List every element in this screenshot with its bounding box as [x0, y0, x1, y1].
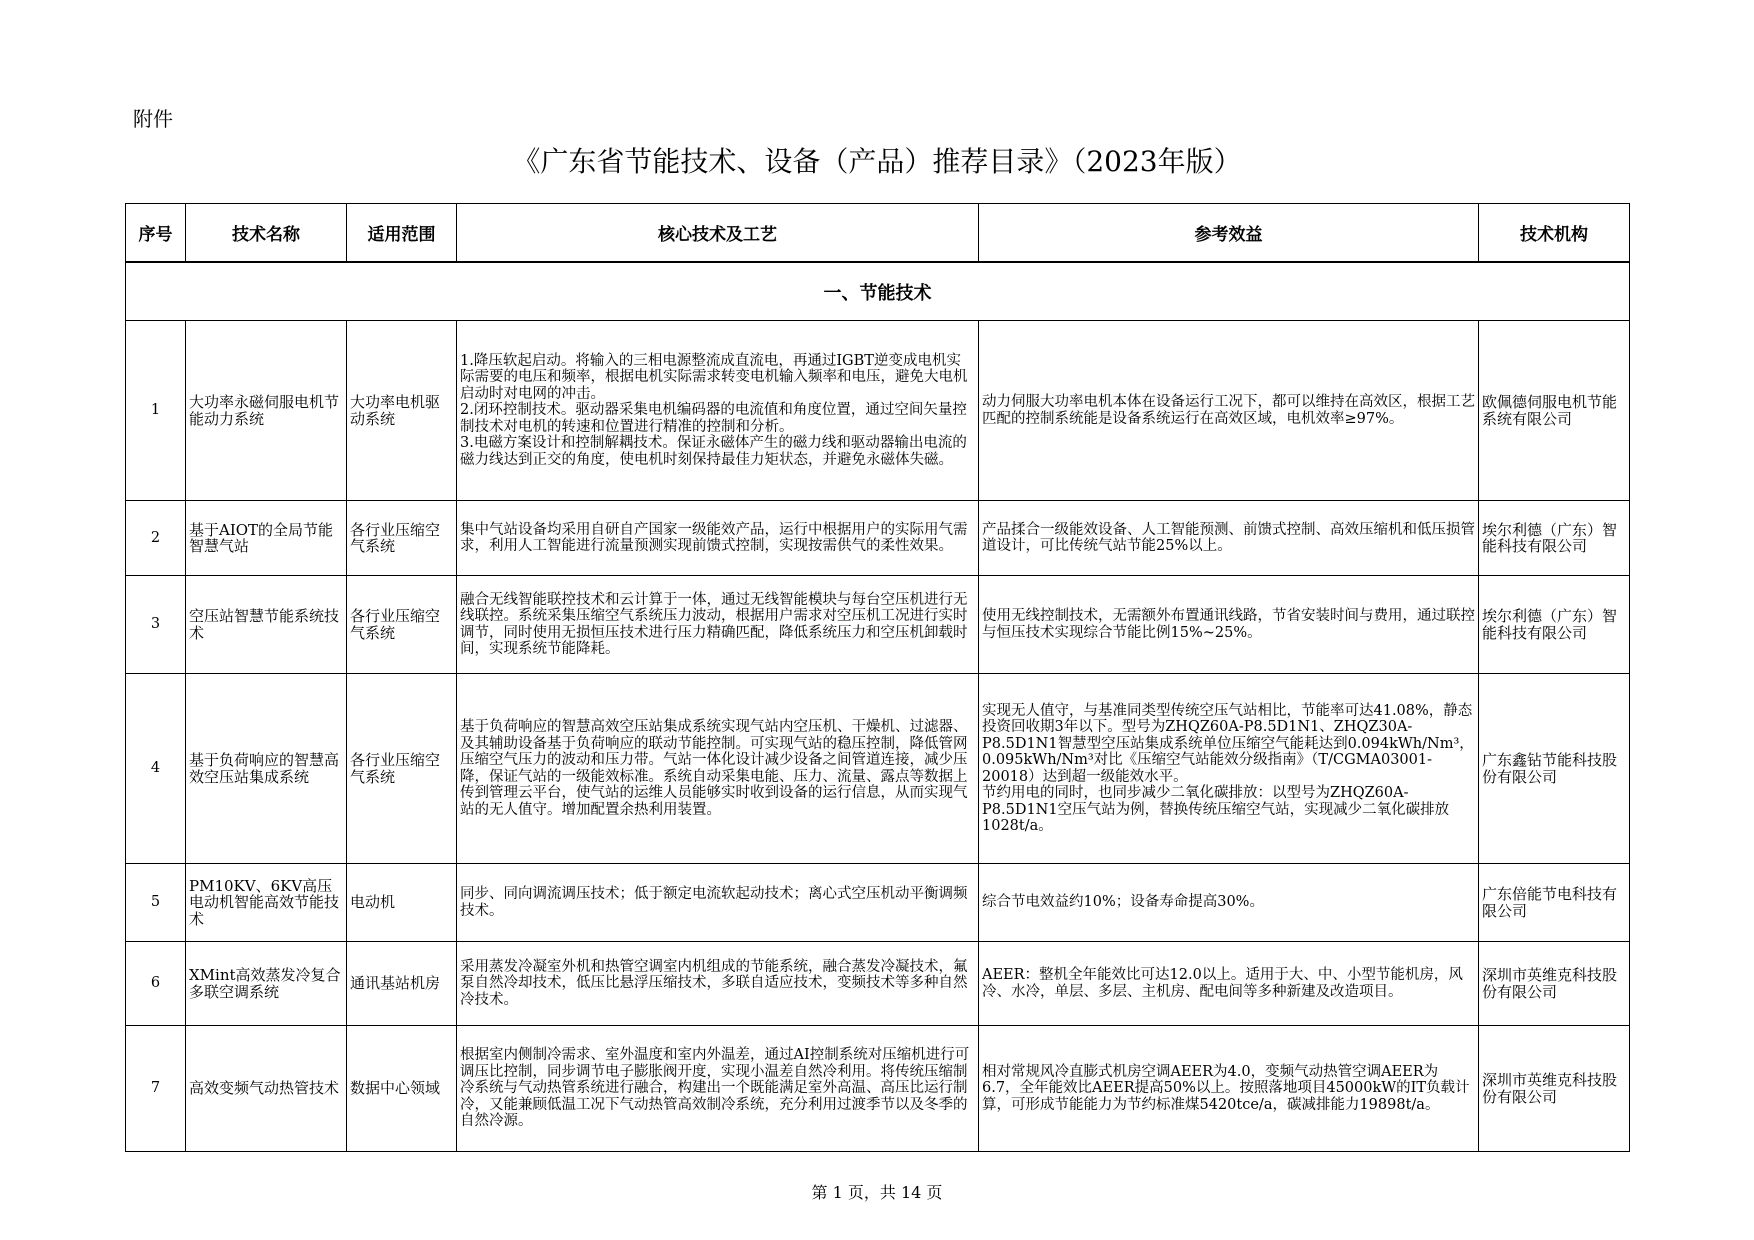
cell-no: 5	[126, 864, 186, 942]
cell-effect: 使用无线控制技术，无需额外布置通讯线路，节省安装时间与费用，通过联控与恒压技术实现综合节能比例15%~25%。	[979, 576, 1479, 674]
cell-name: PM10KV、6KV高压电动机智能高效节能技术	[186, 864, 347, 942]
table-row	[126, 864, 1630, 942]
header-effect: 参考效益	[979, 204, 1479, 263]
table-row	[126, 576, 1630, 674]
cell-name: 高效变频气动热管技术	[186, 1026, 347, 1152]
cell-core: 根据室内侧制冷需求、室外温度和室内外温差，通过AI控制系统对压缩机进行可调压比控制，同步调节电子膨胀阀开度，实现小温差自然冷利用。将传统压缩制冷系统与气动热管系统进行融合，构建出一个既能满足室外高温、高压比运行制冷，又能兼顾低温工况下气动热管高效制冷系统，充分利用过渡季节以及冬季的自然冷源。	[457, 1026, 979, 1152]
cell-effect: 实现无人值守，与基准同类型传统空压气站相比，节能率可达41.08%，静态投资回收期3年以下。型号为ZHQZ60A-P8.5D1N1、ZHQZ30A-P8.5D1N1智慧型空压站集成系统单位压缩空气能耗达到0.094kWh/Nm³，0.095kWh/Nm³对比《压缩空气站能效分级指南》（T/CGMA03001-20018）达到超一级能效水平。 节约用电的同时，也同步减少二氧化碳排放：以型号为ZHQZ60A-P8.5D1N1空压气站为例，替换传统压缩空气站，实现减少二氧化碳排放1028t/a。	[979, 674, 1479, 864]
table-row	[126, 501, 1630, 576]
table-row	[126, 321, 1630, 501]
header-name: 技术名称	[186, 204, 347, 263]
cell-org: 深圳市英维克科技股份有限公司	[1479, 1026, 1630, 1152]
cell-org: 广东倍能节电科技有限公司	[1479, 864, 1630, 942]
cell-no: 2	[126, 501, 186, 576]
cell-name: 基于AIOT的全局节能智慧气站	[186, 501, 347, 576]
header-core: 核心技术及工艺	[457, 204, 979, 263]
cell-org: 埃尔利德（广东）智能科技有限公司	[1479, 501, 1630, 576]
cell-core: 采用蒸发冷凝室外机和热管空调室内机组成的节能系统，融合蒸发冷凝技术，氟泵自然冷却技术，低压比悬浮压缩技术，多联自适应技术，变频技术等多种自然冷技术。	[457, 942, 979, 1026]
cell-name: 基于负荷响应的智慧高效空压站集成系统	[186, 674, 347, 864]
cell-no: 7	[126, 1026, 186, 1152]
cell-core: 集中气站设备均采用自研自产国家一级能效产品，运行中根据用户的实际用气需求，利用人工智能进行流量预测实现前馈式控制，实现按需供气的柔性效果。	[457, 501, 979, 576]
cell-org: 深圳市英维克科技股份有限公司	[1479, 942, 1630, 1026]
cell-effect: 动力伺服大功率电机本体在设备运行工况下，都可以维持在高效区，根据工艺匹配的控制系统能是设备系统运行在高效区域，电机效率≥97%。	[979, 321, 1479, 501]
header-scope: 适用范围	[347, 204, 457, 263]
catalog-table	[125, 203, 1630, 1152]
table-row	[126, 942, 1630, 1026]
cell-effect: 相对常规风冷直膨式机房空调AEER为4.0，变频气动热管空调AEER为6.7，全年能效比AEER提高50%以上。按照落地项目45000kW的IT负载计算，可形成节能能力为节约标准煤5420tce/a，碳减排能力19898t/a。	[979, 1026, 1479, 1152]
cell-effect: 综合节电效益约10%；设备寿命提高30%。	[979, 864, 1479, 942]
table-row	[126, 1026, 1630, 1152]
cell-name: 大功率永磁伺服电机节能动力系统	[186, 321, 347, 501]
document-title: 《广东省节能技术、设备（产品）推荐目录》（2023年版）	[512, 145, 1242, 178]
cell-org: 埃尔利德（广东）智能科技有限公司	[1479, 576, 1630, 674]
table-row	[126, 674, 1630, 864]
header-no: 序号	[126, 204, 186, 263]
cell-no: 4	[126, 674, 186, 864]
attachment-label: 附件	[133, 107, 173, 131]
cell-core: 同步、同向调流调压技术；低于额定电流软起动技术；离心式空压机动平衡调频技术。	[457, 864, 979, 942]
cell-core: 1.降压软起启动。将输入的三相电源整流成直流电，再通过IGBT逆变成电机实际需要的电压和频率，根据电机实际需求转变电机输入频率和电压，避免大电机启动时对电网的冲击。 2.闭环控制技术。驱动器采集电机编码器的电流值和角度位置，通过空间矢量控制技术对电机的转速和位置进行精准的控制和分析。 3.电磁方案设计和控制解耦技术。保证永磁体产生的磁力线和驱动器输出电流的磁力线达到正交的角度，使电机时刻保持最佳力矩状态，并避免永磁体失磁。	[457, 321, 979, 501]
cell-effect: AEER：整机全年能效比可达12.0以上。适用于大、中、小型节能机房，风冷、水冷，单层、多层、主机房、配电间等多种新建及改造项目。	[979, 942, 1479, 1026]
cell-scope: 电动机	[347, 864, 457, 942]
cell-scope: 各行业压缩空气系统	[347, 576, 457, 674]
table-header-row	[126, 204, 1630, 263]
cell-name: 空压站智慧节能系统技术	[186, 576, 347, 674]
cell-name: XMint高效蒸发冷复合多联空调系统	[186, 942, 347, 1026]
cell-effect: 产品揉合一级能效设备、人工智能预测、前馈式控制、高效压缩机和低压损管道设计，可比传统气站节能25%以上。	[979, 501, 1479, 576]
cell-core: 基于负荷响应的智慧高效空压站集成系统实现气站内空压机、干燥机、过滤器、及其辅助设备基于负荷响应的联动节能控制。可实现气站的稳压控制，降低管网压缩空气压力的波动和压力带。气站一体化设计减少设备之间管道连接，减少压降，保证气站的一级能效标准。系统自动采集电能、压力、流量、露点等数据上传到管理云平台，使气站的运维人员能够实时收到设备的运行信息，从而实现气站的无人值守。增加配置余热利用装置。	[457, 674, 979, 864]
cell-no: 6	[126, 942, 186, 1026]
section-title: 一、节能技术	[126, 262, 1630, 321]
cell-scope: 各行业压缩空气系统	[347, 674, 457, 864]
header-org: 技术机构	[1479, 204, 1630, 263]
cell-no: 1	[126, 321, 186, 501]
cell-scope: 数据中心领域	[347, 1026, 457, 1152]
section-row	[126, 262, 1630, 321]
cell-scope: 通讯基站机房	[347, 942, 457, 1026]
cell-core: 融合无线智能联控技术和云计算于一体，通过无线智能模块与每台空压机进行无线联控。系统采集压缩空气系统压力波动，根据用户需求对空压机工况进行实时调节，同时使用无损恒压技术进行压力精确匹配，降低系统压力和空压机卸载时间，实现系统节能降耗。	[457, 576, 979, 674]
cell-org: 广东鑫钻节能科技股份有限公司	[1479, 674, 1630, 864]
page-footer: 第 1 页，共 14 页	[811, 1183, 943, 1202]
cell-scope: 大功率电机驱动系统	[347, 321, 457, 501]
cell-org: 欧佩德伺服电机节能系统有限公司	[1479, 321, 1630, 501]
cell-scope: 各行业压缩空气系统	[347, 501, 457, 576]
cell-no: 3	[126, 576, 186, 674]
